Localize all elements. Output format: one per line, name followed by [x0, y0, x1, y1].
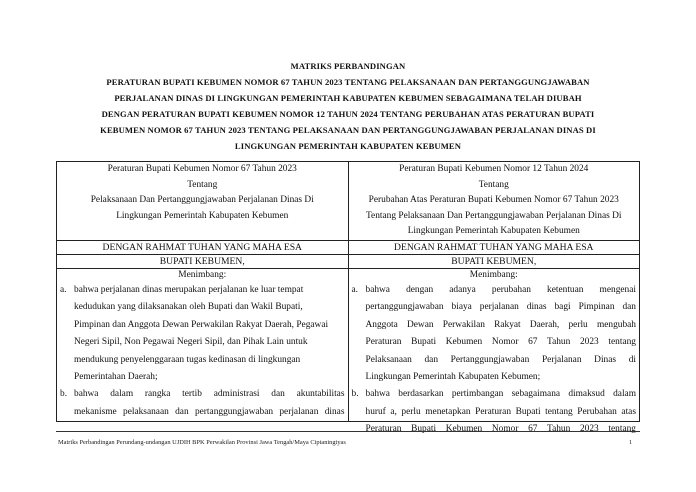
title-line: LINGKUNGAN PEMERINTAH KABUPATEN KEBUMEN — [234, 141, 462, 151]
left-header-line: Pelaksanaan Dan Pertanggungjawaban Perjalanan Dinas Di — [90, 195, 314, 206]
left-bupati-cell: BUPATI KEBUMEN, — [57, 254, 349, 268]
left-body-cell — [57, 268, 349, 421]
left-header-line: Peraturan Bupati Kebumen Nomor 67 Tahun 2023 — [107, 164, 297, 174]
item-line: huruf a, perlu menetapkan Peraturan Bupati tentang Perubahan atas — [365, 406, 636, 417]
item-marker: a. — [60, 284, 67, 295]
comparison-table — [56, 161, 640, 435]
right-header-line: Peraturan Bupati Kebumen Nomor 12 Tahun 2024 — [399, 164, 589, 174]
right-rahmat-cell: DENGAN RAHMAT TUHAN YANG MAHA ESA — [348, 240, 640, 254]
list-item — [60, 386, 345, 421]
document-title — [40, 58, 656, 154]
item-line: Lingkungan Pemerintah Kabupaten Kebumen; — [365, 372, 541, 382]
item-line: Anggota Dewan Perwakilan Rakyat Daerah, perlu mengubah — [365, 319, 636, 330]
left-header-line: Lingkungan Pemerintah Kabupaten Kebumen — [116, 210, 289, 221]
list-item — [352, 282, 637, 386]
title-line: PERATURAN BUPATI KEBUMEN NOMOR 67 TAHUN 2023 TENTANG PELAKSANAAN DAN PERTANGGUNGJAWABAN — [106, 77, 590, 87]
left-menimbang-label: Menimbang: — [178, 269, 227, 280]
right-header-line: Tentang Pelaksanaan Dan Pertanggungjawaban Perjalanan Dinas Di — [365, 210, 622, 221]
table-row — [57, 254, 640, 268]
left-header-line: Tentang — [187, 179, 218, 190]
table-row — [57, 268, 640, 421]
footer-divider — [56, 431, 640, 432]
item-line: Pelaksanaan dan Pertanggungjawaban Perjalanan Dinas di — [365, 354, 636, 365]
right-bupati-cell: BUPATI KEBUMEN, — [348, 254, 640, 268]
item-line: mendukung penyelenggaraan tugas kedinasan di lingkungan — [74, 354, 301, 365]
title-line: PERJALANAN DINAS DI LINGKUNGAN PEMERINTAH KABUPATEN KEBUMEN SEBAGAIMANA TELAH DIUBAH — [114, 93, 582, 103]
item-marker: b. — [351, 389, 359, 400]
left-header-cell — [57, 162, 349, 241]
page-number: 1 — [629, 439, 633, 446]
item-line: bahwa perjalanan dinas merupakan perjalanan ke luar tempat — [74, 284, 304, 295]
table-row — [57, 240, 640, 254]
item-line: kedudukan yang dilaksanakan oleh Bupati dan Wakil Bupati, — [74, 302, 303, 313]
footer-text: Matriks Perbandingan Perundang-undangan UJDIH BPK Perwakilan Provinsi Jawa Tengah/Maya Ciptaningtyas — [58, 439, 346, 446]
item-marker: a. — [351, 284, 359, 295]
item-line: Peraturan Bupati Kebumen Nomor 67 Tahun 2023 tentang — [365, 424, 636, 435]
item-marker: b. — [60, 389, 68, 400]
title-line: DENGAN PERATURAN BUPATI KEBUMEN NOMOR 12 TAHUN 2024 TENTANG PERUBAHAN ATAS PERATURAN BUPATI — [101, 109, 595, 119]
item-line: Pimpinan dan Anggota Dewan Perwakilan Rakyat Daerah, Pegawai — [74, 319, 329, 330]
item-line: bahwa dalam rangka tertib administrasi dan akuntabilitas — [74, 389, 345, 400]
item-line: Pemerintahan Daerah; — [74, 372, 158, 382]
title-line: KEBUMEN NOMOR 67 TAHUN 2023 TENTANG PELAKSANAAN DAN PERTANGGUNGJAWABAN PERJALANAN DINAS DI — [100, 125, 596, 135]
right-header-cell — [348, 162, 640, 241]
item-line: bahwa dengan adanya perubahan ketentuan mengenai — [365, 284, 636, 295]
right-header-line: Tentang — [478, 179, 509, 190]
item-line: mekanisme pelaksanaan dan pertanggungjawaban perjalanan dinas — [74, 406, 345, 417]
item-line: Peraturan Bupati Kebumen Nomor 67 Tahun 2023 tentang — [365, 337, 636, 348]
item-line: bahwa berdasarkan pertimbangan sebagaimana dimaksud dalam — [365, 389, 636, 400]
table-header-row — [57, 162, 640, 241]
right-header-line: Lingkungan Pemerintah Kabupaten Kebumen — [407, 226, 580, 237]
right-body-cell — [348, 268, 640, 435]
right-header-line: Perubahan Atas Peraturan Bupati Kebumen Nomor 67 Tahun 2023 — [368, 195, 619, 206]
title-line: MATRIKS PERBANDINGAN — [290, 61, 406, 71]
item-line: Negeri Sipil, Non Pegawai Negeri Sipil, dan Pihak Lain untuk — [74, 337, 308, 348]
list-item — [60, 282, 345, 386]
item-line: pertanggungjawaban biaya perjalanan dinas bagi Pimpinan dan — [365, 302, 636, 313]
left-rahmat-cell: DENGAN RAHMAT TUHAN YANG MAHA ESA — [57, 240, 349, 254]
right-menimbang-label: Menimbang: — [469, 269, 518, 280]
